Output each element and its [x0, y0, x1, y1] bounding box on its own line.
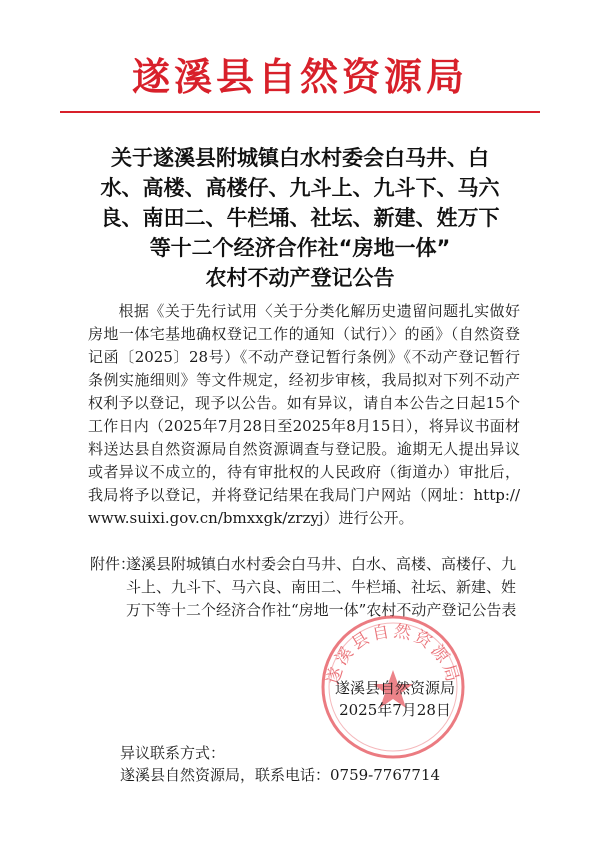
notice-body — [88, 300, 520, 530]
title-line: 等十二个经济合作社“房地一体” — [149, 236, 451, 260]
seal-text: 遂溪县自然资源局 — [323, 621, 463, 688]
title-line: 农村不动产登记公告 — [205, 266, 395, 290]
issue-date: 2025年7月28日 — [339, 701, 451, 719]
title-line: 关于遂溪县附城镇白水村委会白马井、白 — [111, 146, 489, 170]
title-line: 水、高楼、高楼仔、九斗上、九斗下、马六 — [100, 176, 500, 200]
signature-block — [300, 677, 490, 721]
body-paragraph: 根据《关于先行试用〈关于分类化解历史遗留问题扎实做好房地一体宅基地确权登记工作的通知（试行）〉的函》（自然资登记函〔2025〕28号）《不动产登记暂行条例》《不动产登记暂行条例实施细则》等文件规定，经初步审核，我局拟对下列不动产权利予以登记，现予以公告。如有异议，请自本公告之日起15个工作日内（2025年7月28日至2025年8月15日），将异议书面材料送达县自然资源局自然资源调查与登记股。逾期无人提出异议或者异议不成立的，待有审批权的人民政府（街道办）审批后，我局将予以登记，并将登记结果在我局门户网站（网址：http://www.suixi.gov.cn/bmxxgk/zrzyj）进行公开。 — [88, 302, 520, 527]
contact-detail: 遂溪县自然资源局，联系电话：0759-7767714 — [120, 766, 441, 784]
title-line: 良、南田二、牛栏埇、社坛、新建、姓万下 — [100, 206, 500, 230]
letterhead-rule — [60, 111, 540, 113]
attachment-text: 遂溪县附城镇白水村委会白马井、白水、高楼、高楼仔、九斗上、九斗下、马六良、南田二、牛栏埇、社坛、新建、姓万下等十二个经济合作社“房地一体”农村不动产登记公告表 — [126, 555, 517, 619]
issuer-name: 遂溪县自然资源局 — [334, 679, 455, 697]
agency-letterhead: 遂溪县自然资源局 — [131, 55, 468, 99]
contact-block — [120, 742, 520, 786]
contact-label: 异议联系方式： — [120, 744, 226, 762]
attachment-label: 附件： — [90, 555, 136, 573]
notice-title — [84, 143, 516, 293]
